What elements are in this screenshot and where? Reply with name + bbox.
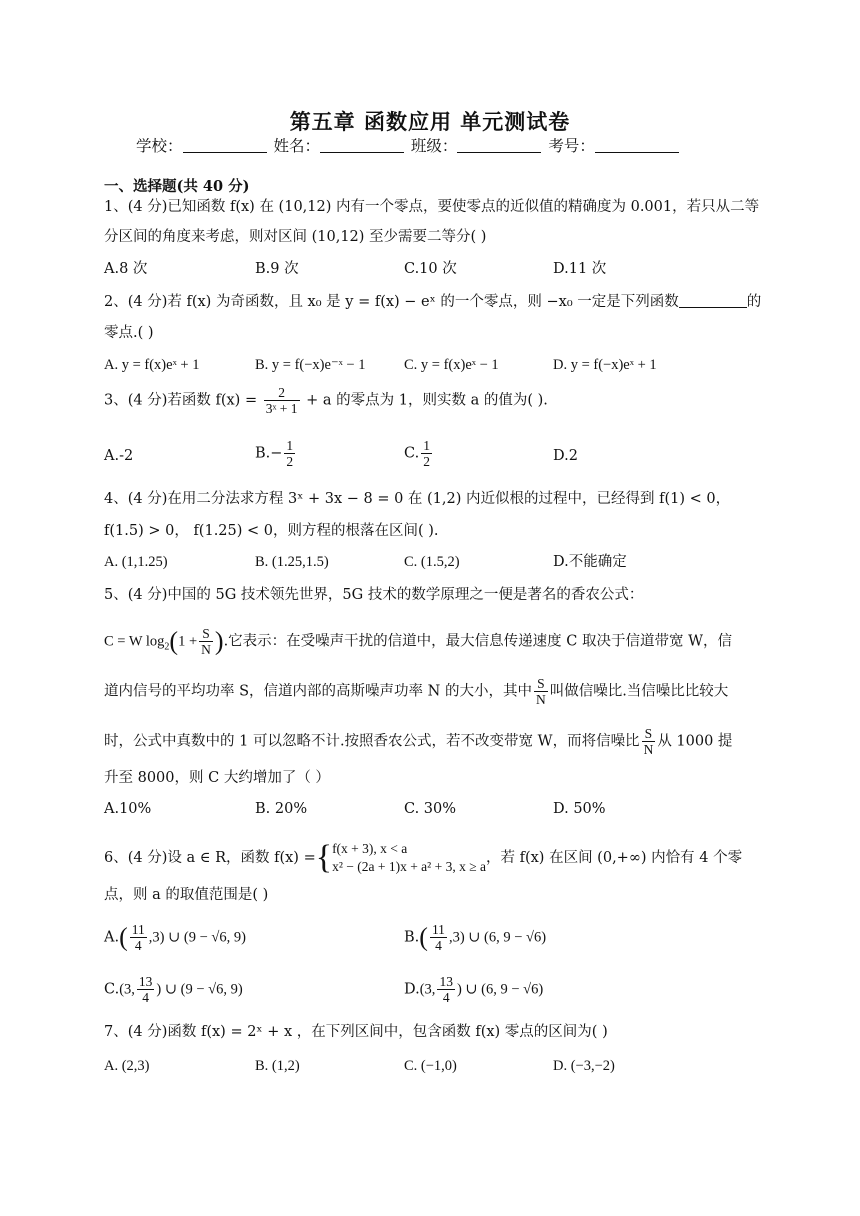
q2-answer-blank[interactable] (679, 293, 747, 308)
q6-prefix: 6、(4 分)设 a ∈ R，函数 f(x) = (104, 850, 316, 866)
q5-snr-fraction-2 (642, 726, 656, 757)
q1-option-b[interactable]: B.9 次 (255, 261, 299, 277)
q6-a-label: A. (104, 929, 120, 946)
q6-piece1: f(x + 3), x < a (332, 841, 408, 856)
q3-frac-den: 3ˣ + 1 (265, 401, 298, 416)
q6-option-d[interactable] (404, 974, 543, 1005)
q6-suffix: ，若 f(x) 在区间 (0,+∞) 内恰有 4 个零 (486, 850, 743, 866)
q5-option-d[interactable]: D. 50% (553, 801, 606, 817)
q3-b-num: 1 (286, 438, 294, 453)
q5-formula-sub: 2 (164, 641, 170, 653)
q5-f-num: S (199, 626, 213, 642)
q3-option-a[interactable]: A.-2 (104, 448, 134, 464)
q6-c-label: C. (104, 981, 120, 998)
exam-no-label: 考号： (548, 137, 595, 155)
q6-d-label: D. (404, 981, 420, 998)
q3-fraction (264, 385, 300, 416)
q6-b-fraction (430, 922, 447, 953)
name-label: 姓名： (273, 137, 320, 155)
q6-option-a[interactable] (104, 922, 246, 953)
q5-snr2-num: S (642, 726, 656, 742)
q5-snr-den: N (535, 692, 546, 707)
q5-line4-post: 从 1000 提 (657, 733, 733, 750)
page-title: 第五章 函数应用 单元测试卷 (289, 109, 571, 134)
q6-option-b[interactable] (404, 922, 546, 953)
q5-line4-pre: 时，公式中真数中的 1 可以忽略不计.按照香农公式，若不改变带宽 W，而将信噪比 (104, 733, 640, 750)
q3-line1 (104, 385, 548, 416)
q4-option-d[interactable]: D.不能确定 (553, 554, 627, 570)
q6-b-label: B. (404, 929, 420, 946)
q3-option-b[interactable] (255, 438, 297, 469)
q5-option-b[interactable]: B. 20% (255, 801, 308, 817)
name-blank[interactable] (320, 138, 404, 153)
q5-option-c[interactable]: C. 30% (404, 801, 457, 817)
q2-option-b[interactable]: B. y = f(−x)e⁻ˣ − 1 (255, 357, 366, 373)
q7-option-d[interactable]: D. (−3,−2) (553, 1058, 615, 1074)
q5-snr2-den: N (643, 742, 654, 757)
q6-c-rest: ) ∪ (9 − √6, 9) (156, 981, 243, 998)
q7-option-a[interactable]: A. (2,3) (104, 1058, 150, 1074)
q5-snr-fraction (534, 676, 548, 707)
q6-a-num: 11 (131, 922, 145, 937)
q3-b-den: 2 (286, 454, 294, 469)
q5-line5: 升至 8000，则 C 大约增加了（ ） (104, 770, 330, 786)
section-heading: 一、选择题(共 40 分) (104, 178, 250, 195)
q6-d-rest: ) ∪ (6, 9 − √6) (456, 981, 544, 998)
q5-snr-num: S (534, 676, 548, 692)
q6-line1 (104, 840, 742, 876)
q6-b-rest: ,3) ∪ (6, 9 − √6) (448, 929, 547, 946)
q6-d-fraction (437, 974, 455, 1005)
q2-prefix: 2、(4 分)若 f(x) 为奇函数，且 x₀ 是 y = f(x) − eˣ 的一个零点，则 −x₀ 一定是下列函数 (104, 294, 679, 310)
q5-line3-pre: 道内信号的平均功率 S，信道内部的高斯噪声功率 N 的大小，其中 (104, 683, 532, 700)
q6-d-pre: (3, (419, 981, 436, 998)
q1-option-d[interactable]: D.11 次 (553, 261, 607, 277)
q4-option-b[interactable]: B. (1.25,1.5) (255, 554, 329, 570)
q6-c-num: 13 (138, 974, 153, 989)
q2-option-c[interactable]: C. y = f(x)eˣ − 1 (404, 357, 499, 373)
q1-line1: 1、(4 分)已知函数 f(x) 在 (10,12) 内有一个零点，要使零点的近似值的精确度为 0.001，若只从二等 (104, 199, 760, 215)
q6-b-den: 4 (435, 938, 442, 953)
exam-no-blank[interactable] (595, 138, 679, 153)
q3-c-fraction (421, 438, 432, 469)
q6-a-den: 4 (134, 938, 142, 953)
q4-option-a[interactable]: A. (1,1.25) (104, 554, 168, 570)
q4-line2: f(1.5) > 0， f(1.25) < 0，则方程的根落在区间( ). (104, 523, 439, 539)
q3-c-label: C. (404, 445, 420, 462)
q2-suffix: 的 (746, 294, 762, 310)
q6-d-num: 13 (439, 974, 453, 989)
q3-suffix: + a 的零点为 1，则实数 a 的值为( ). (306, 392, 548, 409)
school-label: 学校： (136, 137, 183, 155)
q6-line2: 点，则 a 的取值范围是( ) (104, 887, 269, 903)
q6-a-rest: ,3) ∪ (9 − √6, 9) (148, 929, 246, 946)
q5-formula-left: C = W log (104, 633, 165, 650)
q1-line2: 分区间的角度来考虑，则对区间 (10,12) 至少需要二等分( ) (104, 229, 487, 245)
q4-option-c[interactable]: C. (1.5,2) (404, 554, 460, 570)
q5-line4 (104, 726, 732, 757)
student-info-row (136, 134, 681, 156)
q5-formula-in: 1 + (178, 633, 198, 650)
q7-line1: 7、(4 分)函数 f(x) = 2ˣ + x ，在下列区间中，包含函数 f(x) 零点的区间为( ) (104, 1024, 608, 1040)
q3-b-sign: B.− (255, 445, 283, 462)
q3-option-d[interactable]: D.2 (553, 448, 578, 464)
q3-b-fraction (284, 438, 295, 469)
q6-piecewise (332, 840, 486, 876)
q6-a-fraction (130, 922, 147, 953)
q5-line1: 5、(4 分)中国的 5G 技术领先世界，5G 技术的数学原理之一便是著名的香农公式： (104, 587, 644, 603)
q2-line1 (104, 292, 761, 312)
q5-formula-fraction (199, 626, 213, 657)
q6-c-fraction (137, 974, 155, 1005)
q5-f-den: N (201, 642, 211, 657)
q3-frac-num: 2 (264, 385, 300, 401)
class-label: 班级： (410, 137, 458, 155)
q3-c-num: 1 (423, 438, 430, 453)
q6-d-den: 4 (442, 990, 450, 1005)
q6-c-pre: (3, (119, 981, 135, 998)
q2-line2: 零点.( ) (104, 325, 154, 341)
q3-option-c[interactable] (404, 438, 434, 469)
q6-option-c[interactable] (104, 974, 243, 1005)
q2-option-d[interactable]: D. y = f(−x)eˣ + 1 (553, 357, 657, 373)
q5-paren-close: ) (214, 626, 224, 656)
q5-line2 (104, 626, 732, 657)
q5-line2-rest: .它表示：在受噪声干扰的信道中，最大信息传递速度 C 取决于信道带宽 W，信 (223, 633, 733, 650)
school-blank[interactable] (183, 138, 267, 153)
class-blank[interactable] (457, 138, 541, 153)
q6-b-paren: ( (419, 922, 428, 952)
q5-line3-post: 叫做信噪比.当信噪比比较大 (549, 683, 729, 700)
q6-brace: { (315, 839, 333, 876)
q1-option-a[interactable]: A.8 次 (104, 261, 148, 277)
q7-option-b[interactable]: B. (1,2) (255, 1058, 300, 1074)
q2-option-a[interactable]: A. y = f(x)eˣ + 1 (104, 357, 200, 373)
q3-prefix: 3、(4 分)若函数 f(x) = (104, 392, 258, 409)
q4-line1: 4、(4 分)在用二分法求方程 3ˣ + 3x − 8 = 0 在 (1,2) 内近似根的过程中，已经得到 f(1) < 0， (104, 491, 731, 507)
q6-b-num: 11 (431, 922, 445, 937)
q1-option-c[interactable]: C.10 次 (404, 261, 457, 277)
q6-piece2: x² − (2a + 1)x + a² + 3, x ≥ a (332, 859, 486, 874)
q3-c-den: 2 (423, 454, 430, 469)
q5-option-a[interactable]: A.10% (104, 801, 152, 817)
q7-option-c[interactable]: C. (−1,0) (404, 1058, 457, 1074)
q6-a-paren: ( (119, 922, 128, 952)
q5-line3 (104, 676, 728, 707)
q5-paren-open: ( (169, 626, 179, 656)
q6-c-den: 4 (142, 990, 150, 1005)
